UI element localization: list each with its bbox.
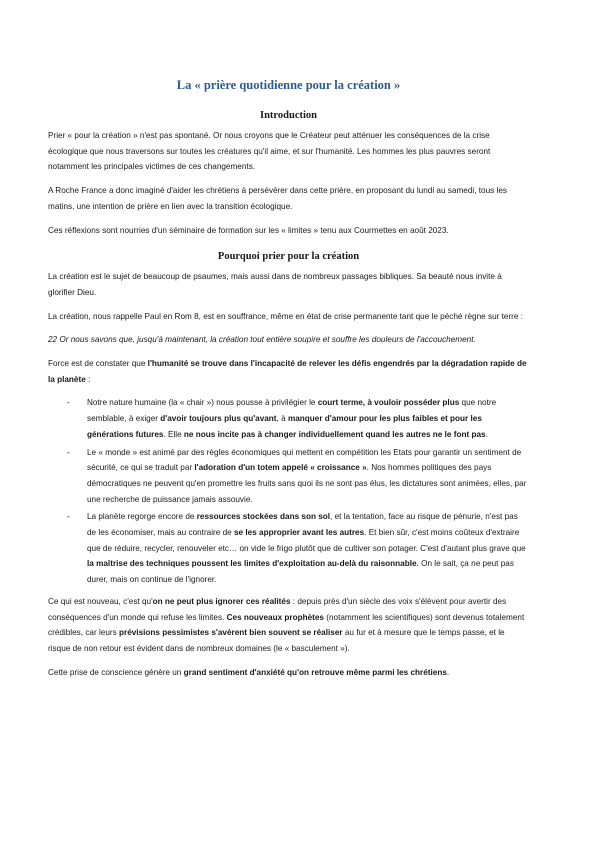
list-item-planet [48,509,529,588]
bible-verse: 22 Or nous savons que, jusqu'à maintenant, la création tout entière soupire et souffre les douleurs de l'accouchement. [48,335,476,345]
list-item-world [48,445,529,508]
emphasis-text: la maîtrise des techniques poussent les limites d'exploitation au-delà du raisonnable [87,559,417,569]
reasons-list [48,395,529,587]
why-paragraph-3 [48,356,529,387]
text-span: Le « monde » est animé par des règles économiques qui mettent en compétition les Etats pour garantir un sentiment de sécurité, ce qui se traduit par [87,447,522,473]
list-dash: - [67,512,70,522]
why-paragraph-5 [48,665,529,681]
emphasis-text: se les approprier avant les autres [234,528,365,538]
text-span: Force est de constater que [48,359,148,369]
list-item-human-nature [48,395,529,442]
emphasis-text: ne nous incite pas à changer individuellement quand les autres ne le font pas [183,429,486,439]
text-span: Cette prise de conscience génère un [48,667,184,677]
text-span: La planète regorge encore de [87,512,197,522]
emphasis-text: prévisions pessimistes s'avèrent bien souvent se réaliser [119,628,343,638]
text-span: (notamment les scientifiques) sont devenus totalement crédibles, car leurs [48,612,525,638]
heading-introduction: Introduction [260,110,317,121]
text-span: Ce qui est nouveau, c'est qu' [48,596,153,606]
text-span: : [85,374,91,384]
emphasis-text: Ces nouveaux prophètes [226,612,324,622]
list-dash: - [67,447,70,457]
why-paragraph-2: La création, nous rappelle Paul en Rom 8, est en souffrance, même en état de crise permanente tant que le péché règne sur terre : [48,311,524,321]
emphasis-text: ressources stockées dans son sol [196,512,331,522]
text-span: . On le sait, ça ne peut pas durer, mais on continue de l'ignorer. [87,559,514,585]
text-span: : depuis près d'un siècle des voix s'élèvent pour avertir des conséquences d'un monde qui refuse les limites. [48,596,507,622]
emphasis-text: l'adoration d'un totem appelé « croissance » [194,463,367,473]
document-title: La « prière quotidienne pour la création » [176,78,401,92]
text-span: , à [276,414,288,424]
intro-paragraph-1: Prier « pour la création » n'est pas spontané. Or nous croyons que le Créateur peut atténuer les conséquences de la crise écologique que nous traversons sur toutes les créatures qu'il aime, et sur l'humanité. Les hommes les plus pauvres seront notamment les principales victimes de ces changements. [48,131,491,172]
text-span: . Et bien sûr, c'est moins coûteux d'extraire que de réduire, recycler, renouveler etc… on vide le frigo plutôt que de cultiver son potager. C'est d'autant plus grave que [87,528,526,553]
text-span: . Nos hommes politiques des pays démocratiques ne peuvent qu'en promettre les fruits sans quoi ils ne sont pas élus, les dictatures sont animées, elles, par une recherche de puissance jamais assouvie. [87,463,527,504]
text-span: que notre semblable, à exiger [87,398,497,424]
heading-why-pray: Pourquoi prier pour la création [217,251,360,263]
why-paragraph-1: La création est le sujet de beaucoup de psaumes, mais aussi dans de nombreux passages bibliques. Sa beauté nous invite à glorifier Dieu. [48,272,502,297]
intro-paragraph-3: Ces réflexions sont nourries d'un séminaire de formation sur les « limites » tenu aux Courmettes en août 2023. [48,225,449,235]
emphasis-text: on ne peut plus ignorer ces réalités [152,596,291,606]
text-span: . [485,429,488,439]
text-span: . Elle [163,429,184,439]
list-dash: - [67,398,70,408]
text-span: au fur et à mesure que le temps passe, et le risque de non retour est évident dans de nombreux domaines (le « basculement »). [48,628,505,653]
emphasis-text: court terme, à vouloir posséder plus [317,398,460,408]
emphasis-text: grand sentiment d'anxiété qu'on retrouve même parmi les chrétiens [183,667,447,677]
text-span: , et la tentation, face au risque de pénurie, n'est pas de les économiser, mais au contraire de [87,512,518,538]
emphasis-text: l'humanité se trouve dans l'incapacité de relever les défis engendrés par la dégradation rapide de la planète [48,359,527,384]
intro-paragraph-2: A Roche France a donc imaginé d'aider les chrétiens à persévérer dans cette prière, en proposant du lundi au samedi, tous les matins, une intention de prière en lien avec la transition écologique. [48,186,507,211]
emphasis-text: d'avoir toujours plus qu'avant [160,414,277,424]
text-span: . [446,667,450,677]
text-span: Notre nature humaine (la « chair ») nous pousse à privilégier le [87,398,318,408]
why-paragraph-4 [48,594,529,657]
emphasis-text: manquer d'amour pour les plus faibles et pour les générations futures [87,414,482,439]
